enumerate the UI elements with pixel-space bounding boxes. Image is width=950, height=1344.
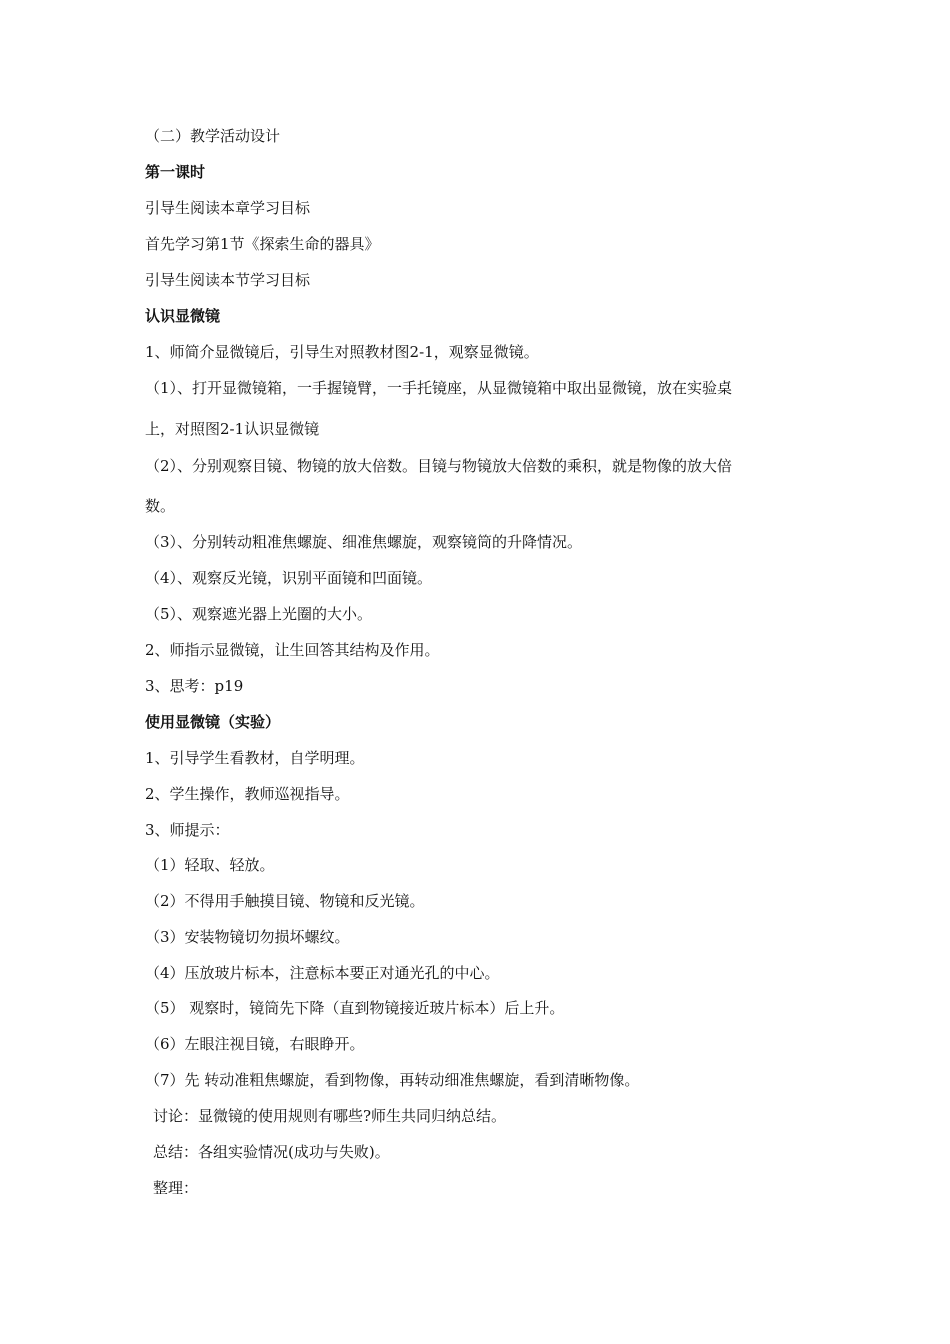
section-title: （二）教学活动设计 (145, 127, 281, 145)
intro-line: 首先学习第1节《探索生命的器具》 (145, 235, 380, 253)
know-step: 3、思考：p19 (145, 677, 244, 695)
use-step: （3）安装物镜切勿损坏螺纹。 (145, 928, 350, 946)
know-microscope-heading: 认识显微镜 (145, 307, 221, 325)
use-step: （1）轻取、轻放。 (145, 856, 275, 874)
lesson-heading: 第一课时 (145, 163, 206, 181)
use-step: 1、引导学生看教材，自学明理。 (145, 749, 365, 767)
use-step: （4）压放玻片标本，注意标本要正对通光孔的中心。 (145, 964, 500, 982)
cleanup-line: 整理： (153, 1179, 199, 1197)
know-step: （4）、观察反光镜，识别平面镜和凹面镜。 (145, 569, 433, 587)
use-step: （7）先 转动准粗焦螺旋，看到物像，再转动细准焦螺旋，看到清晰物像。 (145, 1071, 640, 1089)
use-step: （5） 观察时，镜筒先下降（直到物镜接近玻片标本）后上升。 (145, 999, 565, 1017)
know-step: （5）、观察遮光器上光圈的大小。 (145, 605, 373, 623)
know-step: 数。 (145, 497, 176, 515)
know-step: （1）、打开显微镜箱，一手握镜臂，一手托镜座，从显微镜箱中取出显微镜，放在实验桌 (145, 379, 733, 397)
use-step: （2）不得用手触摸目镜、物镜和反光镜。 (145, 892, 425, 910)
know-step: （2）、分别观察目镜、物镜的放大倍数。目镜与物镜放大倍数的乘积，就是物像的放大倍 (145, 457, 733, 475)
intro-line: 引导生阅读本章学习目标 (145, 199, 311, 217)
know-step: 上，对照图2-1认识显微镜 (145, 420, 320, 438)
use-microscope-heading: 使用显微镜（实验） (145, 713, 281, 731)
know-step: 1、师简介显微镜后，引导生对照教材图2-1，观察显微镜。 (145, 343, 539, 361)
use-step: 3、师提示： (145, 821, 230, 839)
use-step: 2、学生操作，教师巡视指导。 (145, 785, 350, 803)
know-step: （3）、分别转动粗准焦螺旋、细准焦螺旋，观察镜筒的升降情况。 (145, 533, 583, 551)
know-step: 2、师指示显微镜，让生回答其结构及作用。 (145, 641, 440, 659)
summary-line: 总结：各组实验情况(成功与失败)。 (153, 1143, 390, 1161)
use-step: （6）左眼注视目镜，右眼睁开。 (145, 1035, 365, 1053)
intro-line: 引导生阅读本节学习目标 (145, 271, 311, 289)
discussion-line: 讨论：显微镜的使用规则有哪些?师生共同归纳总结。 (153, 1107, 507, 1125)
